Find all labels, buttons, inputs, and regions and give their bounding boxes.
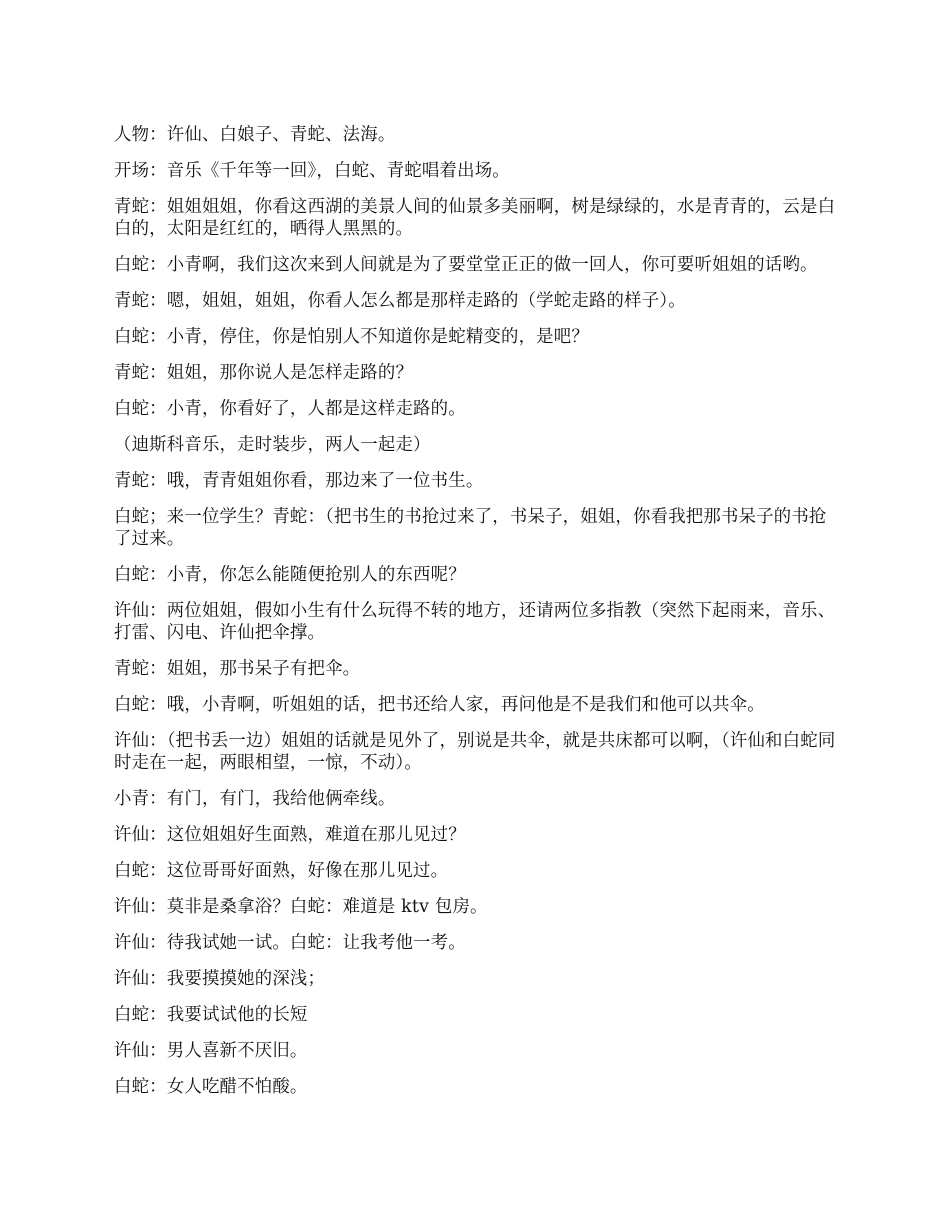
dialogue-line: 青蛇：哦，青青姐姐你看，那边来了一位书生。 <box>114 471 484 491</box>
dialogue-line: 白蛇：这位哥哥好面熟，好像在那儿见过。 <box>114 861 449 881</box>
dialogue-line: 白蛇；来一位学生？青蛇：（把书生的书抢过来了，书呆子，姐姐，你看我把那书呆子的书抢了过来。 <box>114 507 827 549</box>
dialogue-line: 许仙：（把书丢一边）姐姐的话就是见外了，别说是共伞，就是共床都可以啊，（许仙和白蛇同时走在一起，两眼相望，一惊，不动）。 <box>114 731 836 773</box>
dialogue-line: 白蛇：小青，你看好了，人都是这样走路的。 <box>114 399 466 419</box>
dialogue-line: 白蛇：女人吃醋不怕酸。 <box>114 1077 308 1097</box>
dialogue-line: 白蛇：哦，小青啊，听姐姐的话，把书还给人家，再问他是不是我们和他可以共伞。 <box>114 695 765 715</box>
dialogue-line: 许仙：我要摸摸她的深浅； <box>114 969 326 989</box>
dialogue-line: 许仙：待我试她一试。白蛇：让我考他一考。 <box>114 933 466 953</box>
dialogue-line: 许仙：男人喜新不厌旧。 <box>114 1041 308 1061</box>
dialogue-line: 许仙：莫非是桑拿浴？白蛇：难道是 ktv 包房。 <box>114 897 488 917</box>
dialogue-line: 青蛇：姐姐，那你说人是怎样走路的？ <box>114 363 414 383</box>
dialogue-line: 青蛇：嗯，姐姐，姐姐，你看人怎么都是那样走路的（学蛇走路的样子）。 <box>114 291 686 311</box>
cast-list-line: 人物：许仙、白娘子、青蛇、法海。 <box>114 125 396 145</box>
dialogue-line: 小青：有门，有门，我给他俩牵线。 <box>114 789 396 809</box>
stage-direction: （迪斯科音乐，走时装步，两人一起走） <box>114 435 431 455</box>
dialogue-line: 青蛇：姐姐，那书呆子有把伞。 <box>114 659 361 679</box>
dialogue-line: 青蛇：姐姐姐姐，你看这西湖的美景人间的仙景多美丽啊，树是绿绿的，水是青青的，云是白白的，太阳是红红的，晒得人黑黑的。 <box>114 197 836 239</box>
dialogue-line: 白蛇：小青啊，我们这次来到人间就是为了要堂堂正正的做一回人，你可要听姐姐的话哟。 <box>114 255 818 275</box>
dialogue-line: 许仙：两位姐姐，假如小生有什么玩得不转的地方，还请两位多指教（突然下起雨来，音乐、打雷、闪电、许仙把伞撑。 <box>114 601 836 643</box>
dialogue-line: 许仙：这位姐姐好生面熟，难道在那儿见过？ <box>114 825 466 845</box>
dialogue-line: 白蛇：我要试试他的长短 <box>114 1005 308 1025</box>
dialogue-line: 白蛇：小青，停住，你是怕别人不知道你是蛇精变的，是吧？ <box>114 327 589 347</box>
dialogue-line: 白蛇：小青，你怎么能随便抢别人的东西呢？ <box>114 565 466 585</box>
opening-stage-direction: 开场：音乐《千年等一回》，白蛇、青蛇唱着出场。 <box>114 161 510 181</box>
